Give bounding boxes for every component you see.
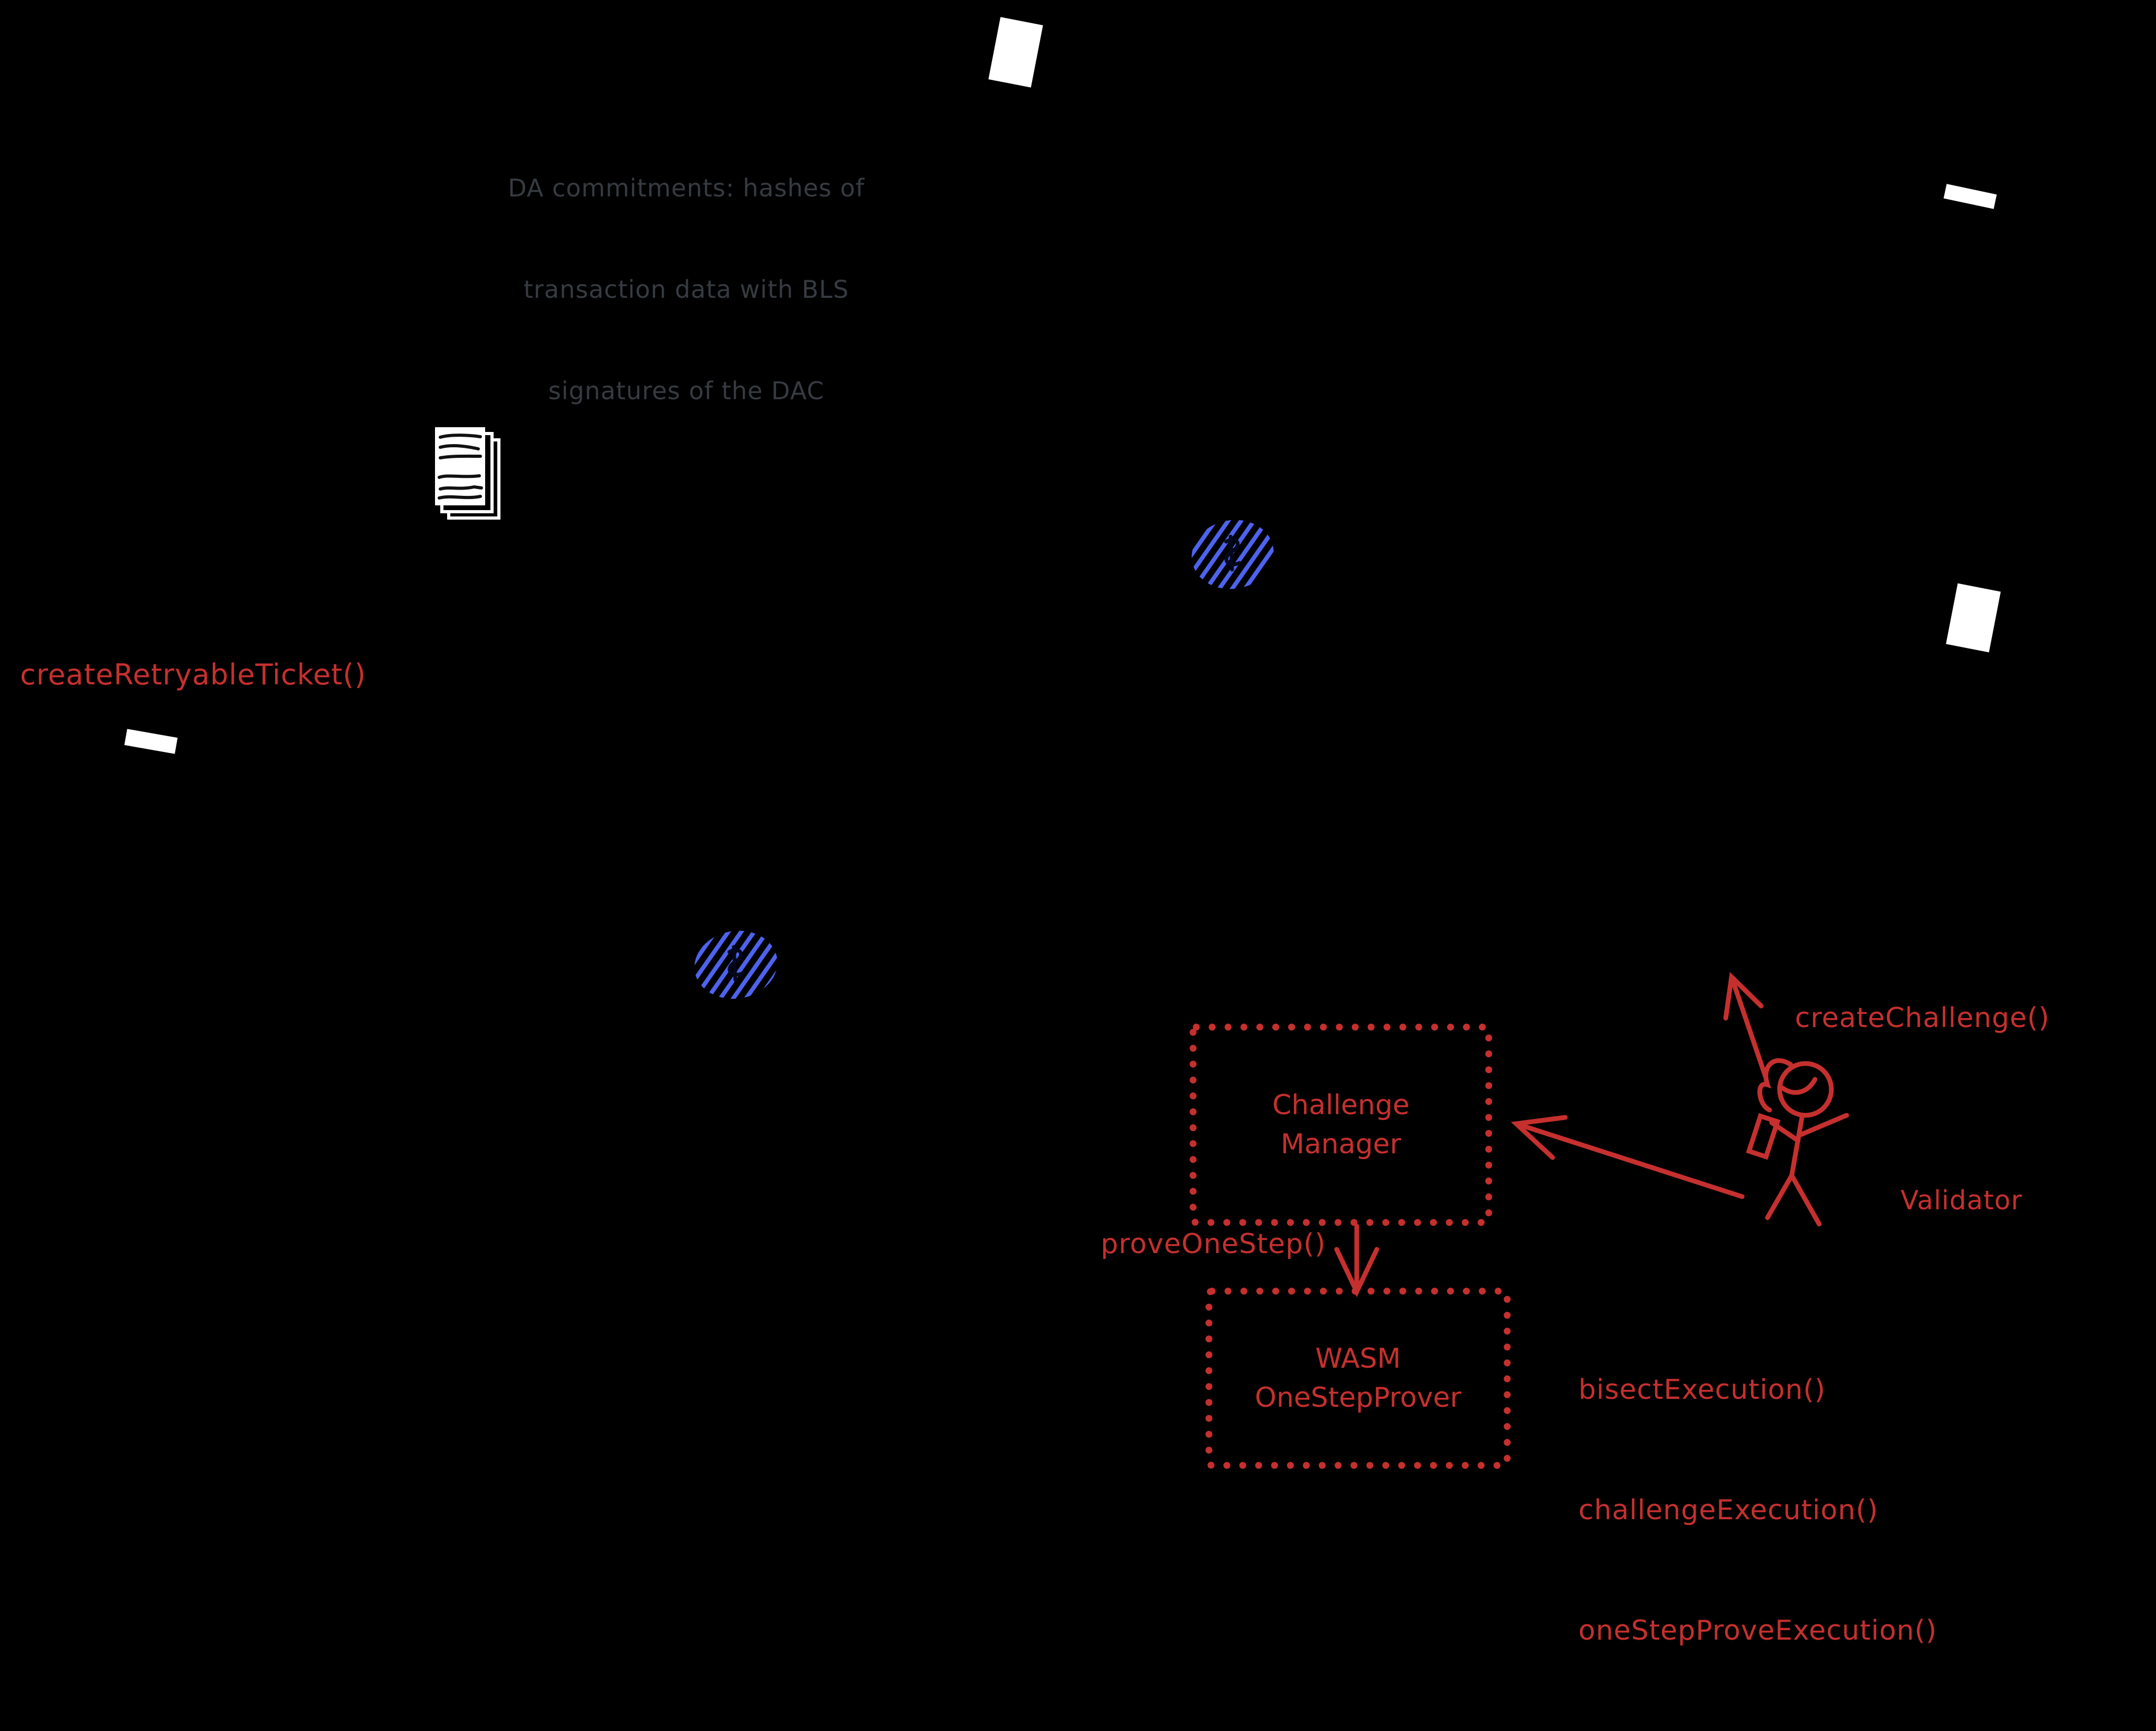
token-circle-icon — [1186, 513, 1279, 595]
paper-note-icon — [988, 17, 1043, 87]
validator-method-label: oneStepProveExecution() — [1578, 1615, 1937, 1647]
wasm-one-step-prover-title-line: WASM — [1315, 1343, 1401, 1375]
challenge-manager-title-line: Challenge — [1272, 1089, 1410, 1121]
validator-method-label: challengeExecution() — [1578, 1494, 1879, 1526]
wasm-one-step-prover-title — [1209, 1291, 1507, 1465]
challenge-manager-title — [1193, 1027, 1489, 1222]
paper-note-icon — [1944, 184, 1997, 209]
validator-label: Validator — [1900, 1185, 2022, 1216]
document-stack-icon — [435, 427, 499, 518]
da-commitments-note — [496, 104, 876, 475]
create-challenge-label: createChallenge() — [1795, 1002, 2050, 1034]
da-commitments-note-line: DA commitments: hashes of — [508, 174, 865, 202]
da-commitments-note-line: signatures of the DAC — [548, 377, 825, 405]
token-circle-icon — [689, 924, 783, 1005]
paper-note-icon — [1946, 584, 2001, 653]
arrow-validator-to-challenge-manager — [1516, 1117, 1742, 1197]
prove-one-step-label: proveOneStep() — [1101, 1228, 1326, 1260]
wasm-one-step-prover-title-line: OneStepProver — [1255, 1382, 1461, 1414]
arrow-prove-one-step — [1337, 1226, 1377, 1292]
stick-figure-validator-icon — [1749, 1060, 1847, 1224]
paper-note-icon — [125, 729, 178, 754]
create-retryable-ticket-label: createRetryableTicket() — [20, 658, 366, 691]
validator-method-label: bisectExecution() — [1578, 1374, 1826, 1406]
validator-methods-list — [1578, 1290, 1937, 1731]
da-commitments-note-line: transaction data with BLS — [523, 275, 849, 304]
challenge-manager-title-line: Manager — [1281, 1128, 1401, 1160]
arrow-create-challenge — [1726, 977, 1765, 1076]
